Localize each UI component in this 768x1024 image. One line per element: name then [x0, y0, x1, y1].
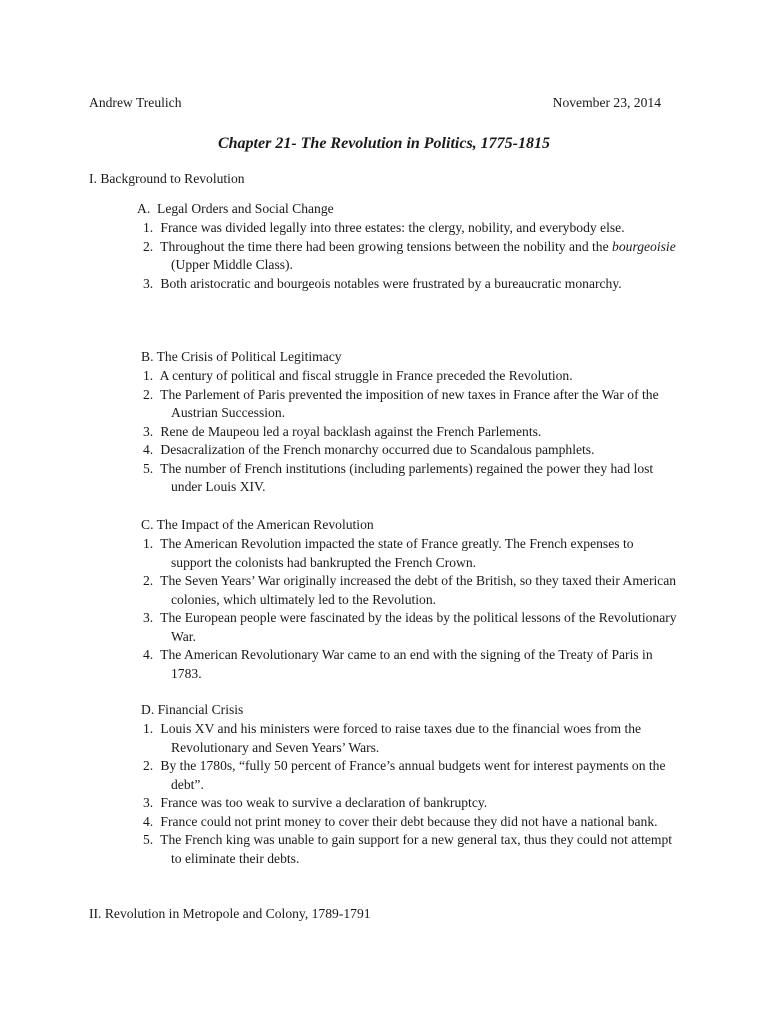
list-item: 1. Louis XV and his ministers were forced to raise taxes due to the financial woes from the Revolutionary and Seven Years’ Wars. [143, 721, 642, 755]
item-text: The American Revolution impacted the state of France greatly. The French expenses to support the colonists had bankrupted the French Crown. [160, 536, 634, 570]
subsection-heading: C. The Impact of the American Revolution [141, 517, 374, 532]
item-text: (Upper Middle Class). [171, 257, 293, 272]
item-text: By the 1780s, “fully 50 percent of France’s annual budgets went for interest payments on the debt”. [160, 758, 666, 792]
item-text: A century of political and fiscal struggle in France preceded the Revolution. [159, 368, 573, 383]
list-item: 2. By the 1780s, “fully 50 percent of France’s annual budgets went for interest payments on the debt”. [143, 758, 666, 792]
item-list [143, 535, 677, 683]
list-item: 5. The French king was unable to gain support for a new general tax, thus they could not attempt to eliminate their debts. [143, 832, 673, 866]
list-item: 3. Both aristocratic and bourgeois notables were frustrated by a bureaucratic monarchy. [143, 275, 622, 291]
list-item: 3. The European people were fascinated by the ideas by the political lessons of the Revolutionary War. [143, 610, 677, 644]
item-list [143, 367, 677, 497]
list-item: 5. The number of French institutions (including parlements) regained the power they had lost under Louis XIV. [143, 460, 654, 494]
subsection-b [141, 348, 677, 497]
subsection-d [141, 701, 677, 868]
item-text: The European people were fascinated by the ideas by the political lessons of the Revolutionary War. [160, 610, 677, 644]
item-emphasis: bourgeoisie [612, 238, 676, 254]
item-text: The Seven Years’ War originally increased the debt of the British, so they taxed their American colonies, which ultimately led to the Revolution. [160, 573, 677, 607]
author-name: Andrew Treulich [89, 95, 182, 110]
item-text: Desacralization of the French monarchy occurred due to Scandalous pamphlets. [160, 442, 595, 457]
item-text: France was too weak to survive a declaration of bankruptcy. [160, 795, 488, 810]
item-text: The Parlement of Paris prevented the imposition of new taxes in France after the War of the Austrian Succession. [160, 386, 659, 420]
list-item: 2. The Parlement of Paris prevented the imposition of new taxes in France after the War of the Austrian Succession. [143, 386, 659, 420]
item-text: Louis XV and his ministers were forced to raise taxes due to the financial woes from the Revolutionary and Seven Years’ Wars. [160, 721, 642, 755]
item-text: The French king was unable to gain support for a new general tax, thus they could not attempt to eliminate their debts. [160, 832, 673, 866]
list-item: 2. Throughout the time there had been growing tensions between the nobility and the bourgeoisie (Upper Middle Class). [143, 238, 676, 272]
section-heading-1: I. Background to Revolution [89, 171, 245, 186]
document-date: November 23, 2014 [552, 95, 661, 110]
item-text: Both aristocratic and bourgeois notables were frustrated by a bureaucratic monarchy. [160, 275, 622, 291]
list-item: 4. France could not print money to cover their debt because they did not have a national bank. [143, 813, 658, 829]
list-item: 4. Desacralization of the French monarchy occurred due to Scandalous pamphlets. [143, 442, 595, 457]
item-list [143, 720, 677, 868]
subsection-heading: D. Financial Crisis [141, 702, 244, 717]
subsection-c [141, 516, 677, 683]
item-text: The American Revolutionary War came to an end with the signing of the Treaty of Paris in 1783. [160, 647, 653, 681]
subsection-heading: A. Legal Orders and Social Change [137, 201, 334, 216]
subsection-a [137, 200, 677, 293]
item-text: The number of French institutions (including parlements) regained the power they had lost under Louis XIV. [160, 460, 654, 494]
list-item: 4. The American Revolutionary War came to an end with the signing of the Treaty of Paris in 1783. [143, 647, 653, 681]
item-text: France could not print money to cover their debt because they did not have a national bank. [160, 813, 658, 829]
subsection-heading: B. The Crisis of Political Legitimacy [141, 349, 342, 364]
document-header [89, 94, 661, 112]
list-item: 2. The Seven Years’ War originally increased the debt of the British, so they taxed their American colonies, which ultimately led to the Revolution. [143, 573, 677, 607]
list-item: 1. France was divided legally into three estates: the clergy, nobility, and everybody else. [143, 220, 625, 235]
list-item: 3. Rene de Maupeou led a royal backlash against the French Parlements. [143, 423, 542, 439]
list-item: 3. France was too weak to survive a declaration of bankruptcy. [143, 795, 488, 810]
list-item: 1. The American Revolution impacted the state of France greatly. The French expenses to support the colonists had bankrupted the French Crown. [143, 536, 634, 570]
chapter-title: Chapter 21- The Revolution in Politics, 1775-1815 [217, 135, 550, 152]
section-heading-2: II. Revolution in Metropole and Colony, 1789-1791 [89, 906, 371, 921]
item-text: Rene de Maupeou led a royal backlash against the French Parlements. [160, 423, 542, 439]
list-item: 1. A century of political and fiscal struggle in France preceded the Revolution. [143, 368, 573, 383]
item-text: France was divided legally into three estates: the clergy, nobility, and everybody else. [160, 220, 625, 235]
item-text: Throughout the time there had been growing tensions between the nobility and the [160, 238, 613, 254]
item-list [143, 219, 677, 293]
